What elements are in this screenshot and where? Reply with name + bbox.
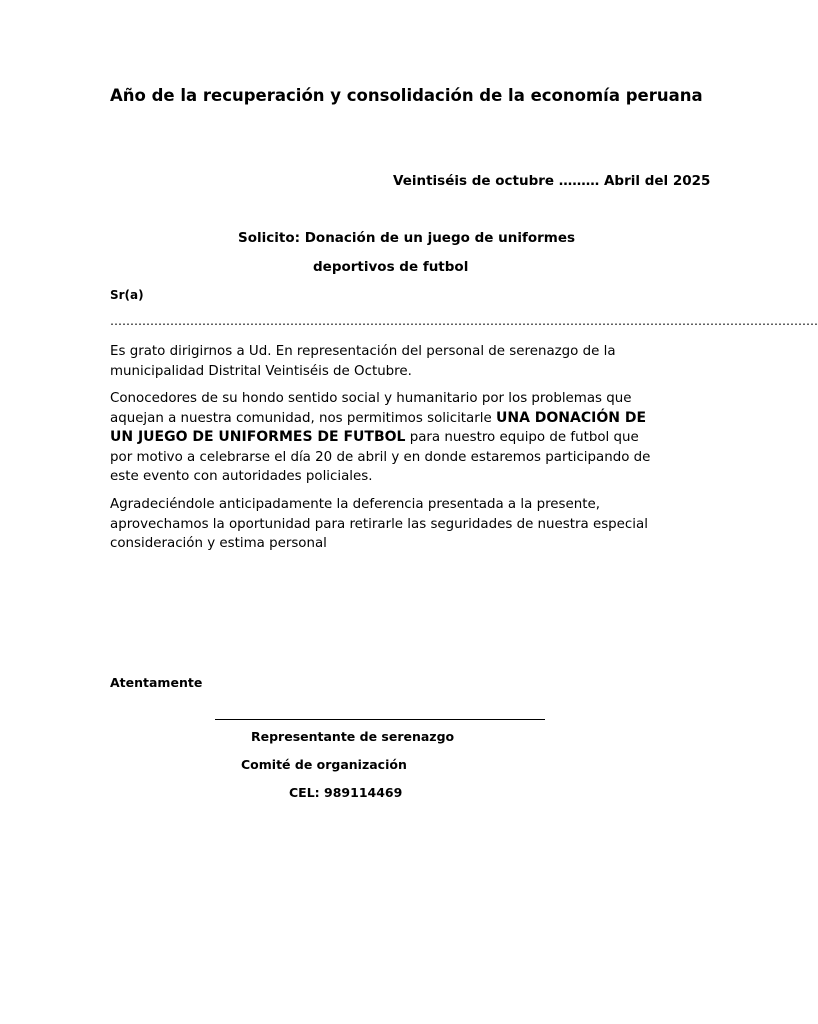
subject-line: Solicito: Donación de un juego de uniformes [238, 230, 576, 246]
closing: Atentamente [110, 675, 203, 690]
date-line: Veintiséis de octubre ……… Abril del 2025 [393, 173, 711, 189]
salutation: Sr(a) [110, 288, 144, 302]
recipient-dotted-line: …………………………………………………………………………………………………………………………………………………………… [110, 314, 818, 328]
request-highlight: UNA DONACIÓN DE UN JUEGO DE UNIFORMES DE FUTBOL [110, 409, 647, 445]
paragraph-request-text-end: para nuestro equipo de futbol que por motivo a celebrarse el día 20 de abril y en donde estaremos participando de este evento con autoridades policiales. [110, 430, 651, 484]
signature-phone: CEL: 989114469 [289, 785, 403, 800]
year-title: Año de la recuperación y consolidación de la economía peruana [110, 86, 703, 105]
paragraph-thanks: Agradeciéndole anticipadamente la deferencia presentada a la presente, aprovechamos la oportunidad para retirarle las seguridades de nuestra especial consideración y estima personal [110, 497, 648, 551]
signature-organization: Comité de organización [241, 757, 407, 772]
subject-line-continuation: deportivos de futbol [313, 259, 469, 275]
signature-line [215, 719, 545, 720]
signature-role: Representante de serenazgo [251, 729, 455, 744]
paragraph-request-text: Conocedores de su hondo sentido social y humanitario por los problemas que aquejan a nuestra comunidad, nos permitimos solicitarle [110, 391, 632, 426]
paragraph-introduction: Es grato dirigirnos a Ud. En representación del personal de serenazgo de la municipalidad Distrital Veintiséis de Octubre. [110, 344, 616, 379]
paragraph-request [110, 389, 665, 487]
